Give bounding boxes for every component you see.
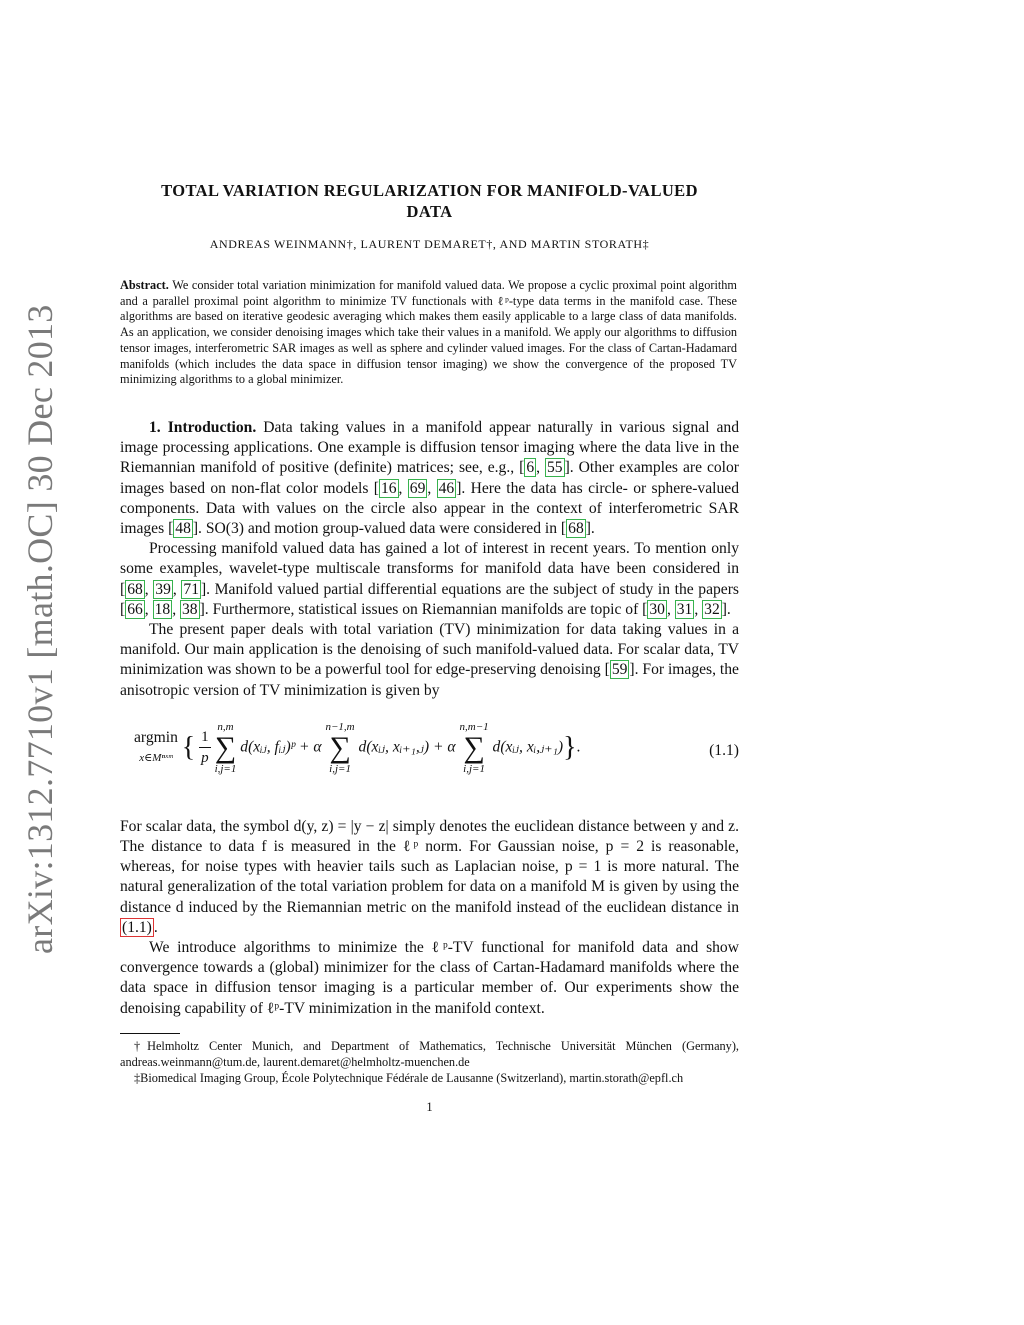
citation-link[interactable]: 59 xyxy=(611,661,628,679)
citation-link[interactable]: 55 xyxy=(546,459,563,477)
paragraph-4: For scalar data, the symbol d(y, z) = |y − z| simply denotes the euclidean distance between y and z. The distance to data f is measured in the ℓᵖ norm. For Gaussian noise, p = 2 is reasonable, whereas, for noise types with heavier tails such as Laplacian noise, p = 1 is more natural. The natural generalization of the total variation problem for data on a manifold M is given by using the distance d induced by the Riemannian metric on the manifold instead of the euclidean distance in (1.1) . xyxy=(120,817,739,936)
footnotes xyxy=(120,1038,739,1086)
citation-link[interactable]: 39 xyxy=(155,580,171,598)
title-line-1: TOTAL VARIATION REGULARIZATION FOR MANIFOLD-VALUED xyxy=(161,181,698,200)
citation-link[interactable]: 38 xyxy=(181,600,198,618)
paper-title xyxy=(120,180,739,222)
title-line-2: DATA xyxy=(406,202,453,221)
author-list: ANDREAS WEINMANN†, LAURENT DEMARET†, AND MARTIN STORATH‡ xyxy=(209,237,650,251)
page-number: 1 xyxy=(426,1099,433,1114)
main-body xyxy=(120,418,739,1019)
citation-link[interactable]: 31 xyxy=(676,600,693,618)
intro-paragraph-2: Processing manifold valued data has gained a lot of interest in recent years. To mention only some examples, wavelet-type multiscale transforms for manifold data have been considered in [ 68 , 39 , 71 ]. Manifold valued partial differential equations are the subject of study in the papers [ 66 , 18 , 38 ]. Furthermore, statistical issues on Riemannian manifolds are topic of [ 30 , 31 , 32 ]. xyxy=(120,540,739,618)
term-3: d(xᵢⱼ, xᵢ,ⱼ₊₁) xyxy=(492,738,564,756)
sum-1: n,m ∑ i,j=1 xyxy=(214,720,237,775)
equation-number: (1.1) xyxy=(709,741,739,759)
paper-page xyxy=(120,180,739,1115)
arxiv-identifier: arXiv:1312.7710v1 [math.OC] 30 Dec 2013 xyxy=(20,304,60,954)
intro-paragraph-3: The present paper deals with total variation (TV) minimization for data taking values in a manifold. Our main application is the denoising of such manifold-valued data. For scalar data, TV minimization was shown to be a powerful tool for edge-preserving denoising [ 59 ]. For images, the anisotropic version of TV minimization is given by xyxy=(120,620,739,699)
citation-link[interactable]: 71 xyxy=(183,580,199,598)
footnote-2: ‡Biomedical Imaging Group, École Polytechnique Fédérale de Lausanne (Switzerland), martin.storath@epfl.ch xyxy=(134,1070,684,1085)
term-2: d(xᵢⱼ, xᵢ₊₁,ⱼ) + α xyxy=(358,738,456,756)
equation-1-1: argmin x∈Mⁿˣᵐ { $\frac{1}{p}$ n,m ∑ i,j=1 d(xᵢⱼ, fᵢⱼ)ᵖ + α n−1,m ∑ i,j=1 d(xᵢⱼ, xᵢ₊₁,ⱼ) + α n,m−1 ∑ i,j=1 d(xᵢⱼ, xᵢ,ⱼ₊₁)}. (1.1) xyxy=(134,720,739,775)
section-heading: 1. Introduction. xyxy=(149,418,257,436)
citation-link[interactable]: 68 xyxy=(568,519,584,537)
footnote-rule xyxy=(120,1033,180,1034)
citation-link[interactable]: 30 xyxy=(649,600,665,618)
citation-link[interactable]: 18 xyxy=(154,600,171,618)
citation-link[interactable]: 48 xyxy=(175,519,191,537)
footnote-1: †Helmholtz Center Munich, and Department of Mathematics, Technische Universität München (Germany), andreas.weinmann@tum.de, laurent.demaret@helmholtz-muenchen.de xyxy=(120,1038,739,1069)
arxiv-sidebar xyxy=(0,304,80,954)
citation-link[interactable]: 46 xyxy=(438,479,455,497)
term-1: d(xᵢⱼ, fᵢⱼ)ᵖ + α xyxy=(240,738,322,756)
paragraph-5: We introduce algorithms to minimize the ℓᵖ-TV functional for manifold data and show convergence towards a (global) minimizer for the class of Cartan-Hadamard manifolds where the data space in diffusion tensor imaging is a particular member of. Our experiments show the denoising capability of ℓᵖ-TV minimization in the manifold context. xyxy=(120,938,739,1017)
intro-paragraph-1: 1. Introduction. Data taking values in a manifold appear naturally in various signal and image processing applications. One example is diffusion tensor imaging where the data live in the Riemannian manifold of positive (definite) matrices; see, e.g., [ 6 , 55 ]. Other examples are color images based on non-flat color models [ 16 , 69 , 46 ]. Here the data has circle- or sphere-valued components. Data with values on the circle also appear in the context of interferometric SAR images [ 48 ]. SO(3) and motion group-valued data were considered in [ 68 ]. xyxy=(120,418,739,537)
abstract-text: We consider total variation minimization for manifold valued data. We propose a cyclic proximal point algorithm and a parallel proximal point algorithm to minimize TV functionals with ℓᵖ-type data terms in the manifold case. These algorithms are based on iterative geodesic averaging which makes them easily applicable to a large class of data manifolds. As an application, we consider denoising images which take their values in a manifold. We apply our algorithms to diffusion tensor images, interferometric SAR images as well as sphere and cylinder valued images. For the class of Cartan-Hadamard manifolds (which includes the data space in diffusion tensor imaging) we show the convergence of the proposed TV minimizing algorithms to a global minimizer. xyxy=(120,278,737,387)
argmin-operator: argmin x∈Mⁿˣᵐ xyxy=(134,728,178,764)
citation-link[interactable]: 6 xyxy=(526,459,535,477)
citation-link[interactable]: 66 xyxy=(127,600,143,618)
abstract xyxy=(120,278,739,388)
equation-reference-link[interactable]: (1.1) xyxy=(122,918,152,936)
fraction-one-over-p: $\frac{1}{p}$ xyxy=(201,729,209,767)
citation-link[interactable]: 69 xyxy=(409,479,426,497)
sum-3: n,m−1 ∑ i,j=1 xyxy=(459,720,489,775)
sum-2: n−1,m ∑ i,j=1 xyxy=(325,720,355,775)
citation-link[interactable]: 68 xyxy=(127,580,143,598)
citation-link[interactable]: 16 xyxy=(380,479,397,497)
abstract-label: Abstract. xyxy=(120,278,169,292)
citation-link[interactable]: 32 xyxy=(704,600,720,618)
